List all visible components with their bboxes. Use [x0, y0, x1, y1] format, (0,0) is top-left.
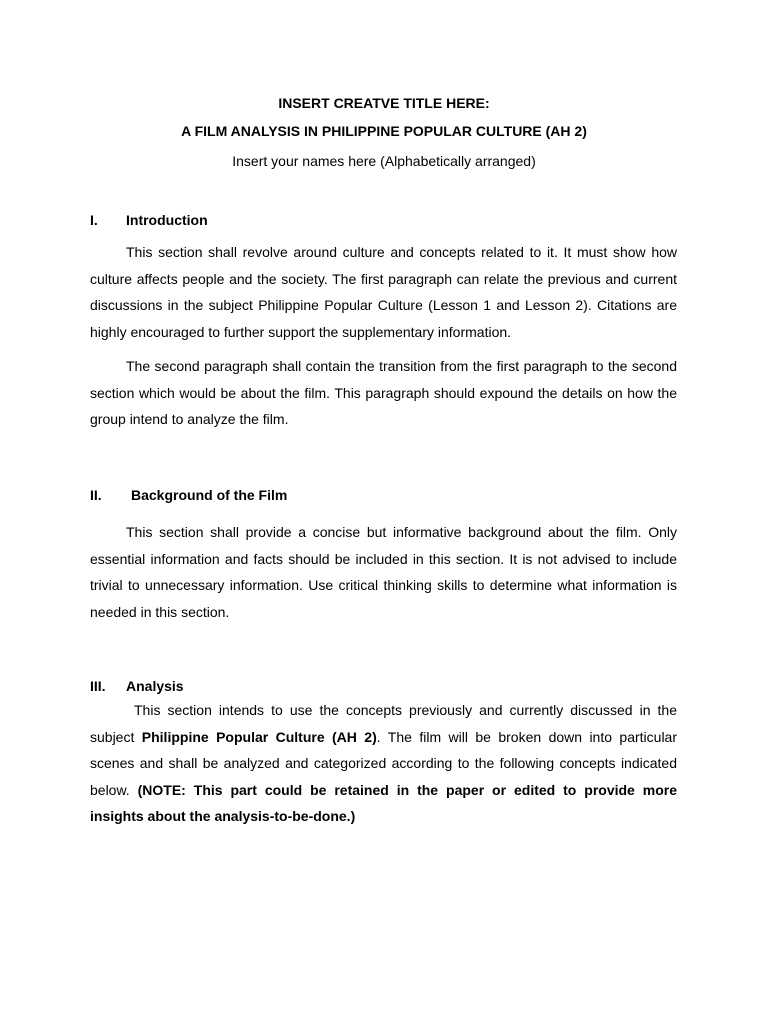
section-heading [90, 211, 677, 229]
section-title: Background of the Film [131, 487, 288, 503]
section-introduction [90, 211, 677, 433]
subject-name: Philippine Popular Culture (AH 2) [141, 728, 377, 745]
section-background [90, 486, 677, 625]
section-title: Introduction [126, 212, 208, 228]
section-number: I. [90, 212, 98, 228]
title-line-1: INSERT CREATVE TITLE HERE: [278, 95, 490, 111]
paragraph-text: . The film will be broken down into particular scenes and shall be analyzed and categorized according to the following concepts indicated below. [90, 728, 678, 798]
section-heading [90, 486, 677, 504]
names-line: Insert your names here (Alphabetically arranged) [232, 153, 536, 169]
section-number: III. [90, 678, 106, 694]
paragraph-text: This section intends to use the concepts previously and currently discussed in the subject [90, 702, 677, 745]
title-line-2: A FILM ANALYSIS IN PHILIPPINE POPULAR CULTURE (AH 2) [181, 123, 587, 139]
paragraph: This section shall provide a concise but informative background about the film. Only essential information and facts should be included in this section. It is not advised to include trivial to unnecessary information. Use critical thinking skills to determine what information is needed in this section. [90, 524, 677, 620]
section-analysis [90, 677, 677, 830]
paragraph: The second paragraph shall contain the transition from the first paragraph to the second section which would be about the film. This paragraph should expound the details on how the group intend to analyze the film. [90, 358, 677, 427]
note-text: (NOTE: This part could be retained in the paper or edited to provide more insights about the analysis-to-be-done.) [90, 781, 677, 824]
section-heading [90, 677, 677, 695]
section-number: II. [90, 487, 102, 503]
section-title: Analysis [126, 678, 184, 694]
paragraph: This section shall revolve around culture and concepts related to it. It must show how culture affects people and the society. The first paragraph can relate the previous and current discussions in the subject Philippine Popular Culture (Lesson 1 and Lesson 2). Citations are highly encouraged to further support the supplementary information. [90, 244, 677, 340]
paragraph [90, 697, 677, 830]
